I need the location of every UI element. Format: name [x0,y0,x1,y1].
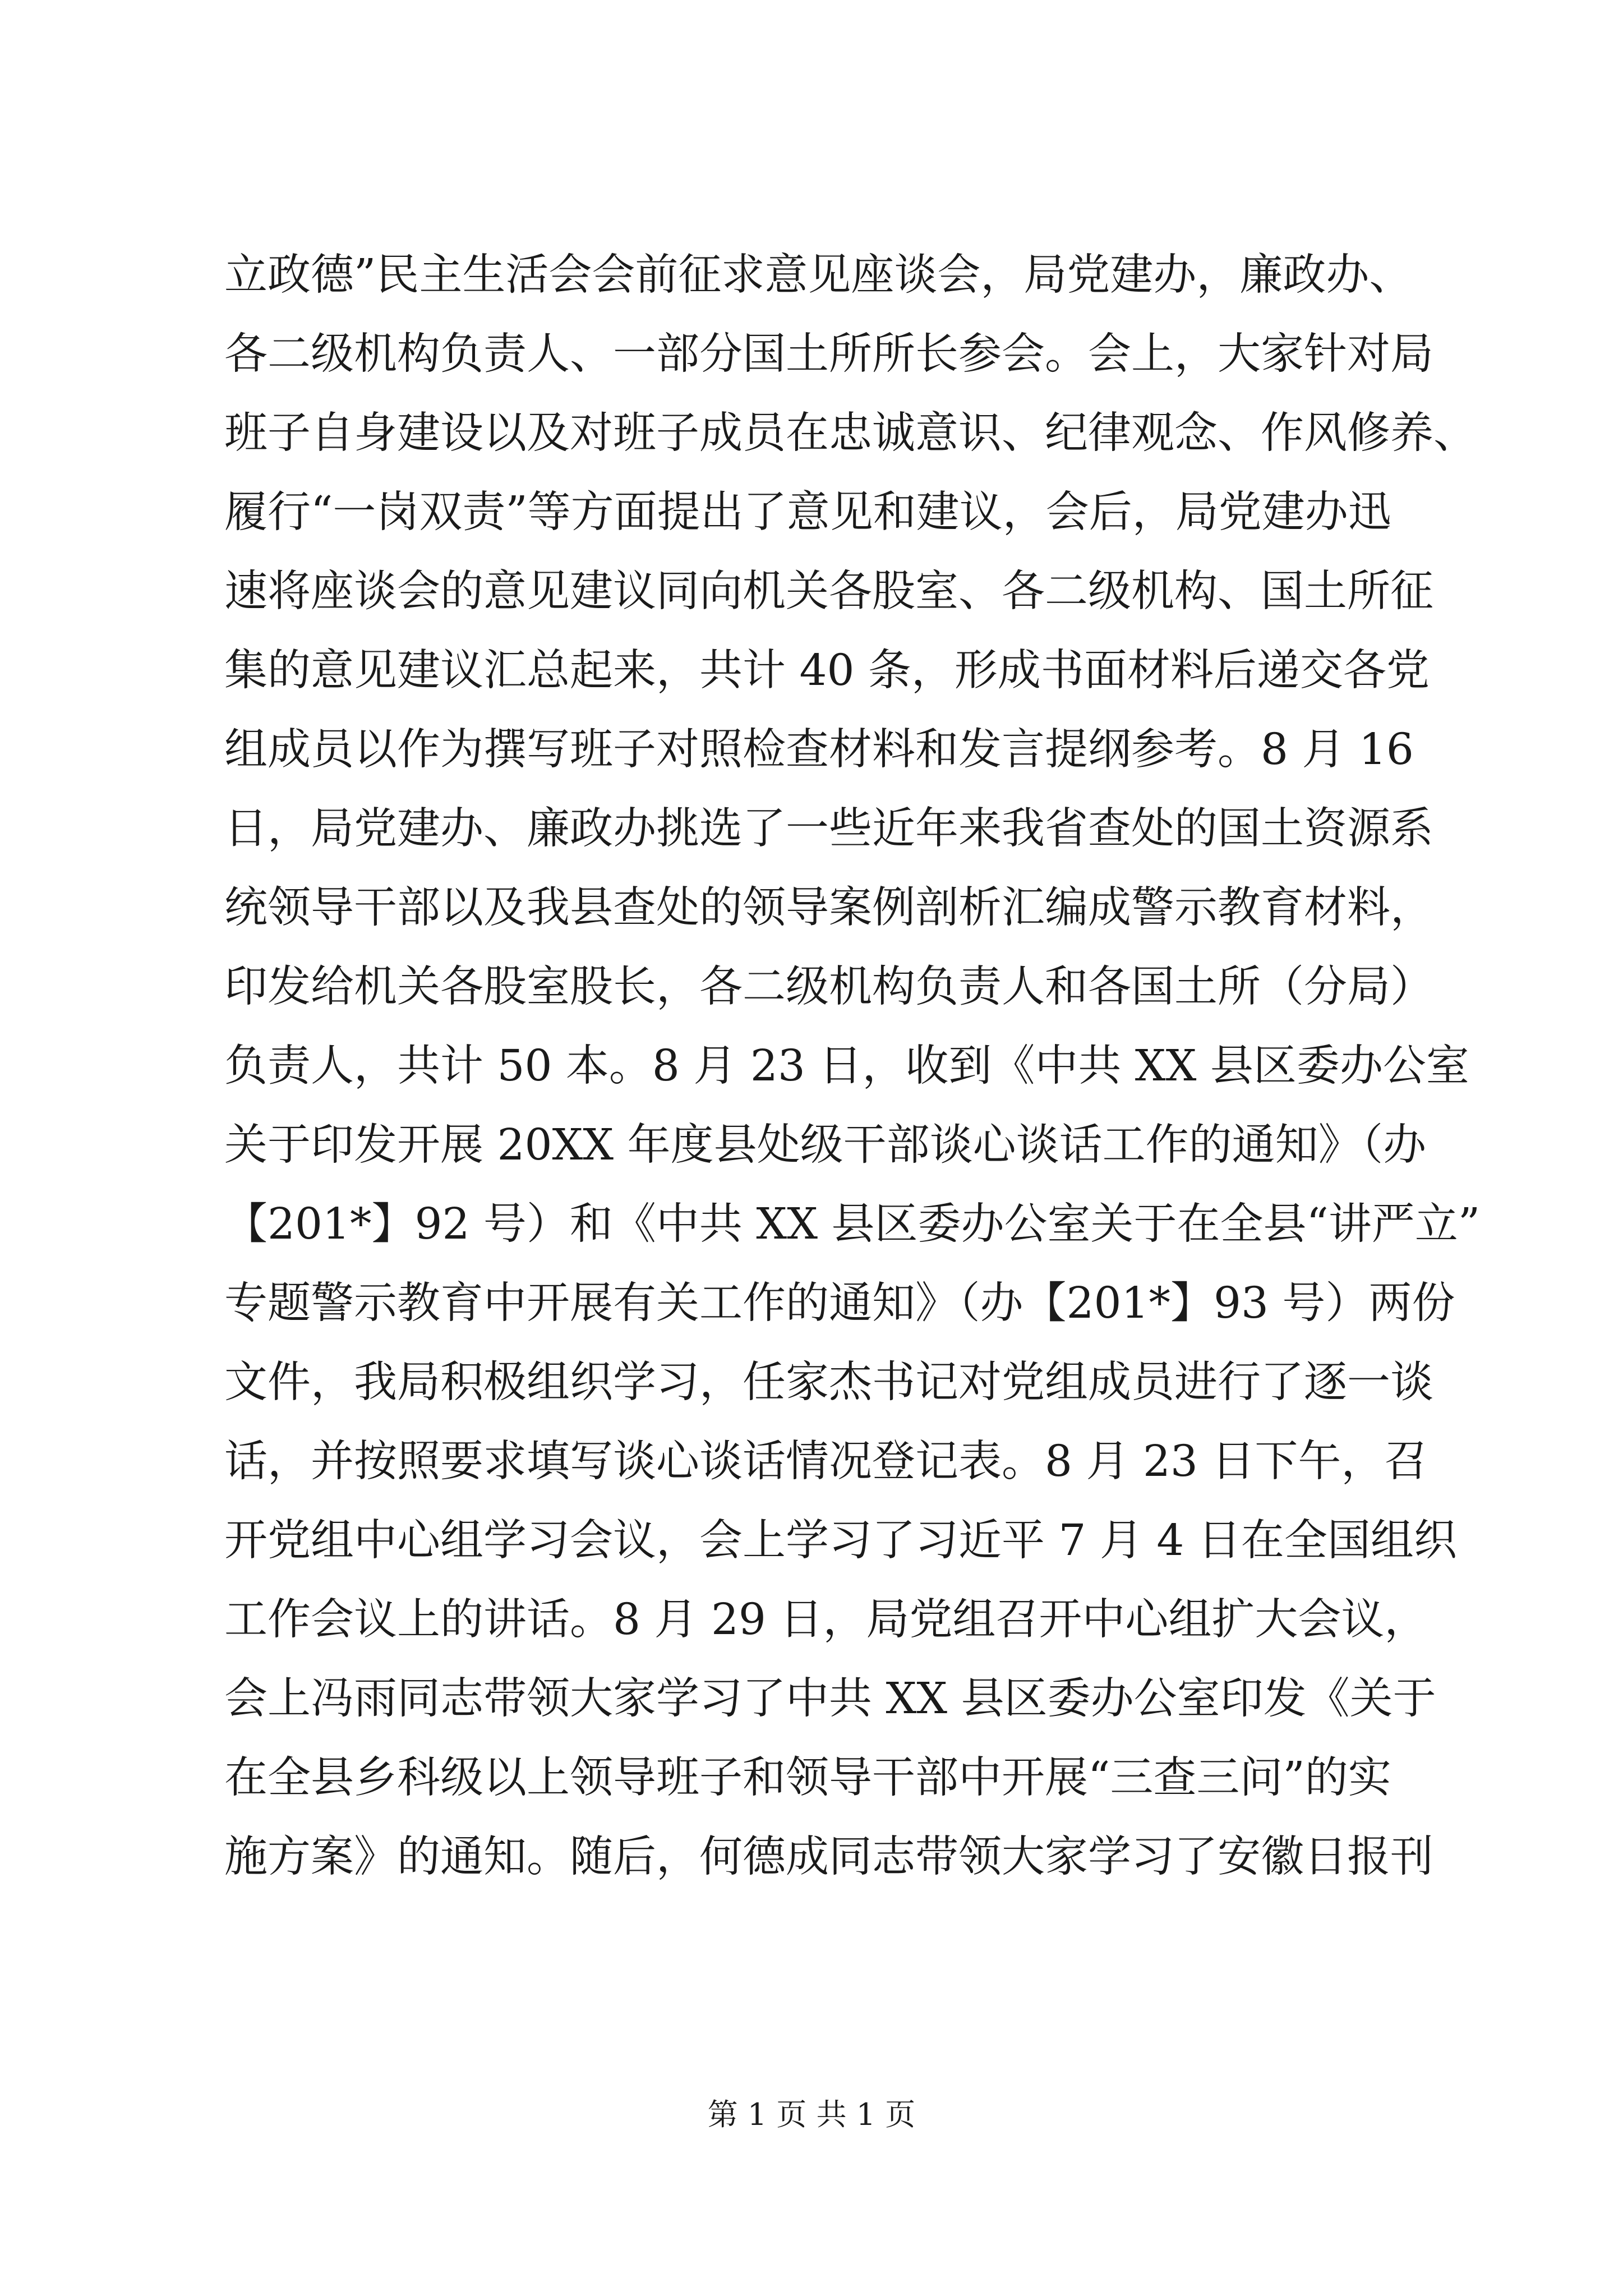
text-line: 组成员以作为撰写班子对照检查材料和发言提纲参考。8 月 16 [224,725,1414,775]
text-line: 立政德”民主生活会会前征求意见座谈会，局党建办，廉政办、 [224,250,1413,300]
text-line: 话，并按照要求填写谈心谈话情况登记表。8 月 23 日下午，召 [224,1437,1428,1487]
page-number: 第 1 页 共 1 页 [707,2097,916,2132]
text-line: 速将座谈会的意见建议同向机关各股室、各二级机构、国土所征 [224,567,1433,616]
text-line: 集的意见建议汇总起来，共计 40 条，形成书面材料后递交各党 [224,646,1430,696]
text-line: 统领导干部以及我县查处的领导案例剖析汇编成警示教育材料， [224,883,1433,933]
text-line: 开党组中心组学习会议，会上学习了习近平 7 月 4 日在全国组织 [224,1516,1457,1566]
text-line: 会上冯雨同志带领大家学习了中共 XX 县区委办公室印发《关于 [224,1674,1436,1724]
text-line: 专题警示教育中开展有关工作的通知》（办【201*】93 号）两份 [224,1278,1455,1328]
text-line: 印发给机关各股室股长，各二级机构负责人和各国土所（分局） [224,962,1433,1012]
text-line: 施方案》的通知。随后，何德成同志带领大家学习了安徽日报刊 [224,1832,1433,1882]
text-line: 关于印发开展 20XX 年度县处级干部谈心谈话工作的通知》（办 [224,1120,1427,1170]
text-line: 班子自身建设以及对班子成员在忠诚意识、纪律观念、作风修养、 [224,408,1477,458]
text-line: 工作会议上的讲话。8 月 29 日，局党组召开中心组扩大会议， [224,1595,1428,1645]
text-line: 负责人，共计 50 本。8 月 23 日，收到《中共 XX 县区委办公室 [224,1041,1469,1091]
text-line: 履行“一岗双责”等方面提出了意见和建议，会后，局党建办迅 [224,487,1391,537]
text-line: 日，局党建办、廉政办挑选了一些近年来我省查处的国土资源系 [224,804,1433,854]
body-text [224,236,1481,1897]
text-line: 在全县乡科级以上领导班子和领导干部中开展“三查三问”的实 [224,1753,1391,1803]
page-footer [0,2095,1623,2134]
text-line: 【201*】92 号）和《中共 XX 县区委办公室关于在全县“讲严立” [224,1199,1481,1249]
text-line: 文件，我局积极组织学习，任家杰书记对党组成员进行了逐一谈 [224,1358,1433,1407]
text-line: 各二级机构负责人、一部分国土所所长参会。会上，大家针对局 [224,329,1433,379]
